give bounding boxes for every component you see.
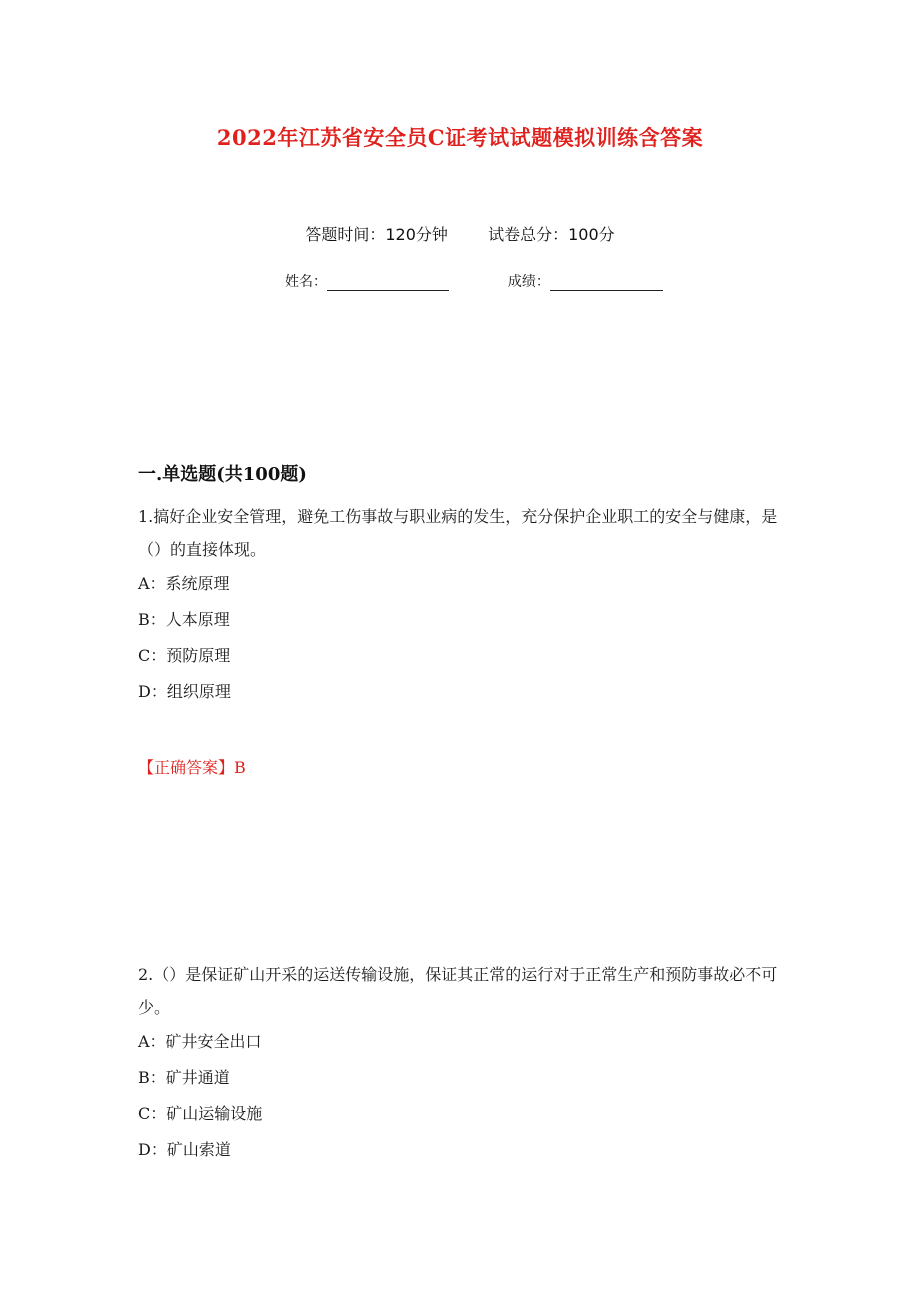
- option-b: B：矿井通道: [138, 1068, 230, 1087]
- question-1: [138, 500, 788, 710]
- option-a: A：矿井安全出口: [138, 1032, 262, 1051]
- option-b: B：人本原理: [138, 610, 230, 629]
- name-blank: [327, 274, 449, 291]
- question-stem: 1.搞好企业安全管理，避免工伤事故与职业病的发生，充分保护企业职工的安全与健康，是（）的直接体现。: [138, 507, 778, 559]
- option-d: D：组织原理: [138, 682, 231, 701]
- document-title: 2022年江苏省安全员C证考试试题模拟训练含答案: [216, 125, 704, 150]
- question-2: [138, 958, 788, 1168]
- exam-time: 答题时间：120分钟: [305, 225, 448, 244]
- score-blank: [550, 274, 663, 291]
- name-label: 姓名：: [285, 274, 327, 290]
- question-stem: 2.（）是保证矿山开采的运送传输设施，保证其正常的运行对于正常生产和预防事故必不可少。: [138, 965, 778, 1017]
- option-c: C：预防原理: [138, 646, 231, 665]
- correct-answer: 【正确答案】B: [138, 758, 246, 777]
- section-heading: 一.单选题(共100题): [138, 464, 307, 485]
- option-c: C：矿山运输设施: [138, 1104, 263, 1123]
- total-score: 试卷总分：100分: [488, 225, 615, 244]
- score-label: 成绩：: [507, 274, 550, 290]
- option-a: A：系统原理: [138, 574, 230, 593]
- option-d: D：矿山索道: [138, 1140, 231, 1159]
- candidate-info: [285, 271, 663, 291]
- exam-meta: [0, 222, 920, 245]
